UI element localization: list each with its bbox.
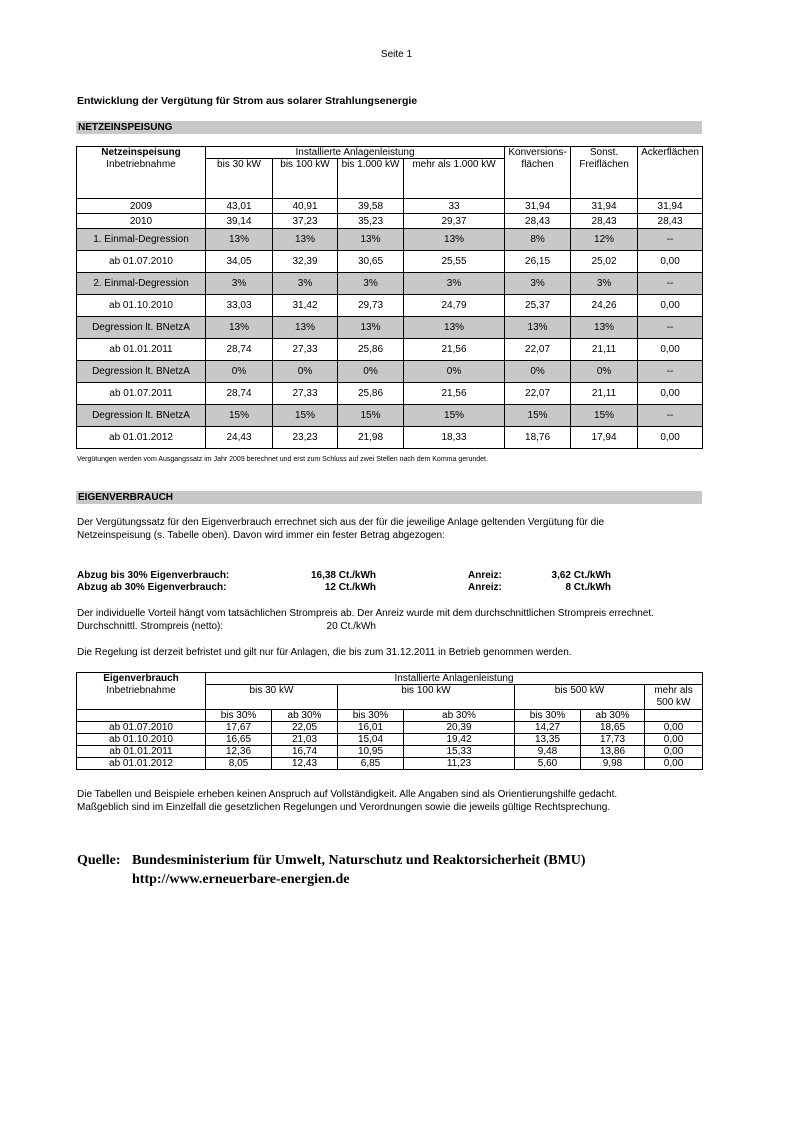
cell-value: 34,05 (206, 251, 273, 273)
cell-value: 25,86 (338, 383, 404, 405)
cell-value: 0,00 (638, 427, 703, 449)
cell-value: -- (638, 273, 703, 295)
cell-value: 13,86 (581, 746, 645, 758)
cell-value: 18,33 (404, 427, 505, 449)
row-label: ab 01.01.2012 (77, 758, 206, 770)
header-group-30kw: bis 30 kW (206, 685, 338, 697)
cell-value: 32,39 (273, 251, 338, 273)
source-text: Bundesministerium für Umwelt, Naturschutz und Reaktorsicherheit (BMU) (132, 853, 586, 868)
cell-value: 15% (404, 405, 505, 427)
cell-value: 13% (404, 229, 505, 251)
paragraph-vorteil: Der individuelle Vorteil hängt vom tatsächlichen Strompreis ab. Der Anreiz wurde mit dem durchschnittlichen Strompreis errechnet. (77, 608, 654, 619)
cell-value: 21,98 (338, 427, 404, 449)
cell-value: 43,01 (206, 199, 273, 214)
table-row (77, 317, 703, 339)
table-netzeinspeisung (76, 146, 703, 449)
cell-value: 25,86 (338, 339, 404, 361)
cell-value: 13% (273, 317, 338, 339)
page-number: Seite 1 (380, 49, 413, 60)
cell-value: 0% (206, 361, 273, 383)
cell-value: 0% (273, 361, 338, 383)
cell-value: 13% (206, 229, 273, 251)
footnote: Vergütungen werden vom Ausgangssatz im Jahr 2009 berechnet und erst zum Schluss auf zwei Stellen nach dem Komma gerundet. (77, 456, 488, 463)
cell-value: 15% (273, 405, 338, 427)
table-row (77, 427, 703, 449)
subheader: ab 30% (404, 710, 515, 722)
cell-value: -- (638, 405, 703, 427)
cell-value: 18,65 (581, 722, 645, 734)
cell-value: 19,42 (404, 734, 515, 746)
table-row (77, 746, 703, 758)
cell-value: 13% (505, 317, 571, 339)
section-header-netzeinspeisung: NETZEINSPEISUNG (76, 121, 702, 134)
document-title: Entwicklung der Vergütung für Strom aus solarer Strahlungsenergie (77, 95, 418, 107)
cell-value: 0,00 (645, 746, 703, 758)
row-label: 2. Einmal-Degression (77, 273, 206, 295)
table-eigenverbrauch (76, 672, 703, 770)
cell-value: 40,91 (273, 199, 338, 214)
cell-value: 12,36 (206, 746, 272, 758)
table-row (77, 229, 703, 251)
anreiz-1-value: 3,62 Ct./kWh (551, 570, 611, 581)
cell-value: 27,33 (273, 339, 338, 361)
cell-value: 16,01 (338, 722, 404, 734)
cell-value: 0% (571, 361, 638, 383)
header-installierte-anlagenleistung-2: Installierte Anlagenleistung (206, 673, 703, 685)
subheader: ab 30% (272, 710, 338, 722)
cell-value: 0% (338, 361, 404, 383)
header-netzeinspeisung: Netzeinspeisung (77, 147, 206, 159)
header-500kw: 500 kW (645, 696, 703, 710)
subheader: ab 30% (581, 710, 645, 722)
abzug-bis-30-value: 16,38 Ct./kWh (310, 570, 376, 581)
cell-value: 28,43 (505, 214, 571, 229)
cell-value: 37,23 (273, 214, 338, 229)
cell-value: 39,58 (338, 199, 404, 214)
header-col: bis 1.000 kW (338, 159, 404, 171)
cell-value: 27,33 (273, 383, 338, 405)
cell-value: 30,65 (338, 251, 404, 273)
subheader: bis 30% (338, 710, 404, 722)
cell-value: 15% (206, 405, 273, 427)
cell-value: 10,95 (338, 746, 404, 758)
cell-value: 3% (505, 273, 571, 295)
cell-value: 6,85 (338, 758, 404, 770)
strompreis-value: 20 Ct./kWh (326, 621, 376, 632)
cell-value: 22,07 (505, 383, 571, 405)
header-installierte-anlagenleistung: Installierte Anlagenleistung (206, 147, 505, 159)
cell-value: 21,56 (404, 383, 505, 405)
cell-value: 31,94 (638, 199, 703, 214)
cell-value: 9,48 (515, 746, 581, 758)
row-label: ab 01.01.2011 (77, 339, 206, 361)
cell-value: 26,15 (505, 251, 571, 273)
cell-value: 9,98 (581, 758, 645, 770)
cell-value: 12,43 (272, 758, 338, 770)
cell-value: 16,74 (272, 746, 338, 758)
header-sonst: Sonst. (571, 147, 638, 159)
cell-value: 33,03 (206, 295, 273, 317)
header-group-100kw: bis 100 kW (338, 685, 515, 697)
cell-value: 15% (505, 405, 571, 427)
strompreis-label: Durchschnittl. Strompreis (netto): (77, 621, 224, 632)
cell-value: 0% (505, 361, 571, 383)
cell-value: -- (638, 361, 703, 383)
row-label: ab 01.01.2011 (77, 746, 206, 758)
header-col: mehr als 1.000 kW (404, 159, 505, 171)
table-row (77, 722, 703, 734)
cell-value: 21,56 (404, 339, 505, 361)
cell-value: 0% (404, 361, 505, 383)
cell-value: 13% (404, 317, 505, 339)
cell-value: 28,43 (571, 214, 638, 229)
header-acker: Ackerflächen (638, 147, 703, 159)
cell-value: 22,07 (505, 339, 571, 361)
subheader: bis 30% (206, 710, 272, 722)
cell-value: 12% (571, 229, 638, 251)
header-konversion-2: flächen (505, 159, 571, 171)
cell-value: -- (638, 317, 703, 339)
cell-value: 35,23 (338, 214, 404, 229)
cell-value: 15,04 (338, 734, 404, 746)
cell-value: 31,94 (505, 199, 571, 214)
table-row (77, 758, 703, 770)
row-label: 1. Einmal-Degression (77, 229, 206, 251)
cell-value: 21,11 (571, 383, 638, 405)
header-konversion: Konversions- (505, 147, 571, 159)
cell-value: 31,42 (273, 295, 338, 317)
header-eigenverbrauch: Eigenverbrauch (77, 673, 206, 685)
row-label: 2009 (77, 199, 206, 214)
cell-value: 0,00 (645, 734, 703, 746)
header-sonst-2: Freiflächen (571, 159, 638, 171)
header-mehr-als: mehr als (645, 685, 703, 697)
cell-value: 0,00 (638, 295, 703, 317)
abzug-bis-30-label: Abzug bis 30% Eigenverbrauch: (77, 570, 230, 581)
header-group-500kw: bis 500 kW (515, 685, 645, 697)
table-row (77, 214, 703, 229)
paragraph-disclaimer: Die Tabellen und Beispiele erheben keinen Anspruch auf Vollständigkeit. Alle Angaben sind als Orientierungshilfe gedacht. Maßgeblich sind im Einzelfall die gesetzlichen Regelungen und Verordnungen sowie die jeweils gültige Rechtsprechung. (77, 789, 618, 813)
cell-value: 21,11 (571, 339, 638, 361)
cell-value: 3% (404, 273, 505, 295)
cell-value: 11,23 (404, 758, 515, 770)
paragraph-intro: Der Vergütungssatz für den Eigenverbrauch errechnet sich aus der für die jeweilige Anlage geltenden Vergütung für die Netzeinspeisung (s. Tabelle oben). Davon wird immer ein fester Betrag abgezogen: (77, 517, 605, 541)
table-row (77, 405, 703, 427)
cell-value: 15,33 (404, 746, 515, 758)
table-row (77, 383, 703, 405)
row-label: ab 01.07.2011 (77, 383, 206, 405)
anreiz-2-value: 8 Ct./kWh (565, 582, 611, 593)
section-header-eigenverbrauch: EIGENVERBRAUCH (76, 491, 702, 504)
cell-value: 13,35 (515, 734, 581, 746)
cell-value: 33 (404, 199, 505, 214)
cell-value: 13% (273, 229, 338, 251)
cell-value: 22,05 (272, 722, 338, 734)
abzug-ab-30-label: Abzug ab 30% Eigenverbrauch: (77, 582, 227, 593)
cell-value: 28,74 (206, 339, 273, 361)
cell-value: 17,73 (581, 734, 645, 746)
cell-value: 31,94 (571, 199, 638, 214)
row-label: Degression lt. BNetzA (77, 405, 206, 427)
row-label: ab 01.10.2010 (77, 734, 206, 746)
cell-value: 3% (273, 273, 338, 295)
cell-value: 24,26 (571, 295, 638, 317)
cell-value: 8% (505, 229, 571, 251)
table-row (77, 273, 703, 295)
cell-value: 25,37 (505, 295, 571, 317)
row-label: ab 01.10.2010 (77, 295, 206, 317)
cell-value: 3% (338, 273, 404, 295)
cell-value: 17,94 (571, 427, 638, 449)
cell-value: 25,02 (571, 251, 638, 273)
cell-value: 0,00 (638, 251, 703, 273)
cell-value: 15% (571, 405, 638, 427)
paragraph-regelung: Die Regelung ist derzeit befristet und gilt nur für Anlagen, die bis zum 31.12.2011 in Betrieb genommen werden. (77, 647, 572, 658)
cell-value: 13% (338, 229, 404, 251)
header-inbetriebnahme: Inbetriebnahme (77, 159, 206, 171)
header-inbetriebnahme-2: Inbetriebnahme (77, 685, 206, 697)
cell-value: 17,67 (206, 722, 272, 734)
row-label: ab 01.07.2010 (77, 722, 206, 734)
cell-value: 28,43 (638, 214, 703, 229)
cell-value: 39,14 (206, 214, 273, 229)
source-url[interactable]: http://www.erneuerbare-energien.de (132, 872, 350, 887)
cell-value: 13% (338, 317, 404, 339)
table-row (77, 295, 703, 317)
cell-value: 24,79 (404, 295, 505, 317)
table-row (77, 251, 703, 273)
table-row (77, 361, 703, 383)
row-label: ab 01.01.2012 (77, 427, 206, 449)
cell-value: 0,00 (645, 758, 703, 770)
cell-value: 24,43 (206, 427, 273, 449)
row-label: Degression lt. BNetzA (77, 317, 206, 339)
cell-value: 29,37 (404, 214, 505, 229)
cell-value: 14,27 (515, 722, 581, 734)
cell-value: 0,00 (638, 383, 703, 405)
cell-value: -- (638, 229, 703, 251)
source-label: Quelle: (77, 853, 121, 868)
cell-value: 28,74 (206, 383, 273, 405)
cell-value: 20,39 (404, 722, 515, 734)
cell-value: 3% (206, 273, 273, 295)
row-label: Degression lt. BNetzA (77, 361, 206, 383)
anreiz-2-label: Anreiz: (468, 582, 502, 593)
cell-value: 23,23 (273, 427, 338, 449)
cell-value: 25,55 (404, 251, 505, 273)
cell-value: 13% (206, 317, 273, 339)
cell-value: 8,05 (206, 758, 272, 770)
cell-value: 5,60 (515, 758, 581, 770)
subheader: bis 30% (515, 710, 581, 722)
row-label: 2010 (77, 214, 206, 229)
row-label: ab 01.07.2010 (77, 251, 206, 273)
header-col: bis 100 kW (273, 159, 338, 171)
table-row (77, 199, 703, 214)
cell-value: 16,65 (206, 734, 272, 746)
cell-value: 29,73 (338, 295, 404, 317)
cell-value: 15% (338, 405, 404, 427)
anreiz-1-label: Anreiz: (468, 570, 502, 581)
abzug-ab-30-value: 12 Ct./kWh (324, 582, 376, 593)
table-row (77, 339, 703, 361)
table-row (77, 734, 703, 746)
cell-value: 21,03 (272, 734, 338, 746)
cell-value: 18,76 (505, 427, 571, 449)
cell-value: 3% (571, 273, 638, 295)
cell-value: 0,00 (638, 339, 703, 361)
cell-value: 13% (571, 317, 638, 339)
header-col: bis 30 kW (206, 159, 273, 171)
cell-value: 0,00 (645, 722, 703, 734)
